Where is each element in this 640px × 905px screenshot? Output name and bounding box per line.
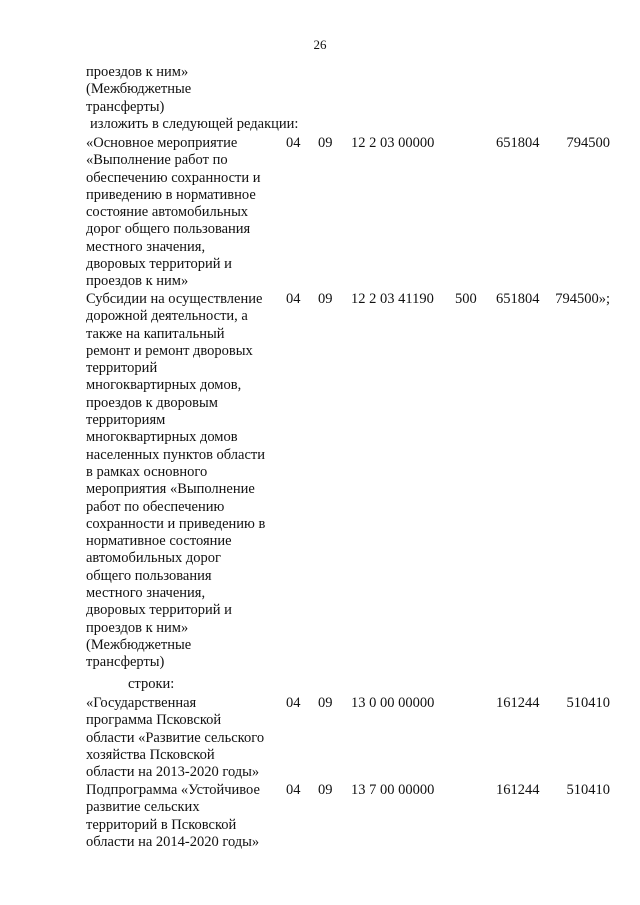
row-target-code: 13 7 00 00000: [351, 782, 435, 798]
row-target-code: 12 2 03 00000: [351, 135, 435, 151]
row-subsection: 09: [318, 695, 333, 711]
row-section: 04: [286, 695, 301, 711]
instruction-text: строки:: [128, 676, 175, 692]
row-amount-1: 161244: [496, 695, 540, 711]
row-name: Подпрограмма «Устойчивое развитие сельских территорий в Псковской области на 2014-2020 годы»: [86, 782, 260, 850]
row-target-code: 13 0 00 00000: [351, 695, 435, 711]
row-expense-type: 500: [455, 291, 477, 307]
row-name: «Основное мероприятие «Выполнение работ по обеспечению сохранности и приведению в нормативное состояние автомобильных дорог общего пользования местного значения, дворовых территорий и проездов к ним»: [86, 135, 261, 290]
row-amount-1: 161244: [496, 782, 540, 798]
row-amount-1: 651804: [496, 291, 540, 307]
row-subsection: 09: [318, 782, 333, 798]
row-section: 04: [286, 291, 301, 307]
row-amount-2: 510410: [566, 695, 610, 711]
row-section: 04: [286, 782, 301, 798]
row-name: «Государственная программа Псковской области «Развитие сельского хозяйства Псковской области на 2013-2020 годы»: [86, 695, 265, 781]
row-target-code: 12 2 03 41190: [351, 291, 434, 307]
page-number: 26: [313, 37, 327, 52]
row-subsection: 09: [318, 291, 333, 307]
continuation-text: проездов к ним» (Межбюджетные трансферты): [86, 64, 192, 115]
row-subsection: 09: [318, 135, 333, 151]
row-section: 04: [286, 135, 301, 151]
row-amount-1: 651804: [496, 135, 540, 151]
row-amount-2: 794500»;: [555, 291, 610, 307]
row-amount-2: 510410: [566, 782, 610, 798]
instruction-text: изложить в следующей редакции:: [90, 116, 299, 132]
row-name: Субсидии на осуществление дорожной деятельности, а также на капитальный ремонт и ремонт дворовых территорий многоквартирных домов, проездов к дворовым территориям многоквартирных домов населенных пунктов области в рамках основного мероприятия «Выполнение работ по обеспечению сохранности и приведению в нормативное состояние автомобильных дорог общего пользования местного значения, дворовых территорий и проездов к ним» (Межбюджетные трансферты): [86, 291, 266, 671]
row-amount-2: 794500: [566, 135, 610, 151]
